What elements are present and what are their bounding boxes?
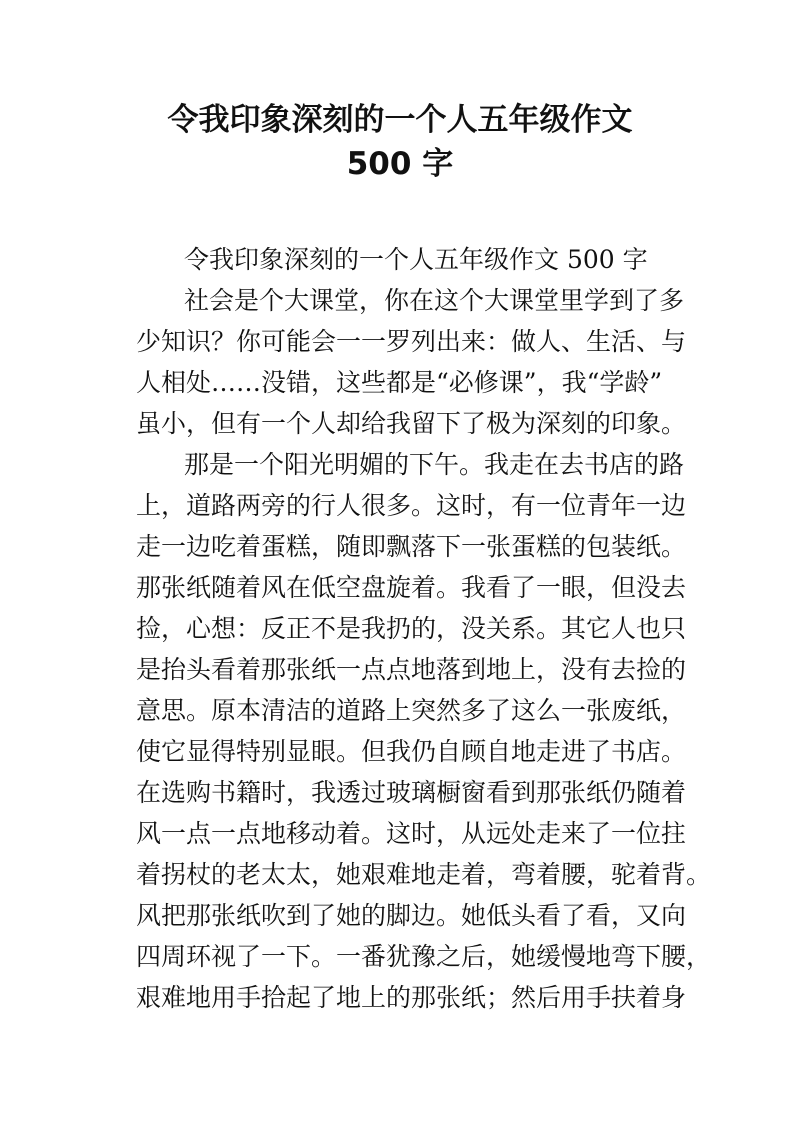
paragraph-2-line-9: 在选购书籍时，我透过玻璃橱窗看到那张纸仍随着 <box>136 778 687 807</box>
paragraph-1-line-1: 社会是个大课堂，你在这个大课堂里学到了多 <box>184 286 685 315</box>
paragraph-2-line-10: 风一点一点地移动着。这时，从远处走来了一位拄 <box>136 819 687 848</box>
subtitle-line: 令我印象深刻的一个人五年级作文 500 字 <box>184 245 648 274</box>
paragraph-2-line-12: 风把那张纸吹到了她的脚边。她低头看了看，又向 <box>136 901 687 930</box>
paragraph-2-line-13: 四周环视了一下。一番犹豫之后，她缓慢地弯下腰， <box>136 942 712 971</box>
paragraph-1-line-2: 少知识？你可能会一一罗列出来：做人、生活、与 <box>136 327 687 356</box>
paragraph-2-line-2: 上，道路两旁的行人很多。这时，有一位青年一边 <box>136 491 687 520</box>
paragraph-2-line-5: 捡，心想：反正不是我扔的，没关系。其它人也只 <box>136 614 687 643</box>
paragraph-1-line-3: 人相处……没错，这些都是“必修课”，我“学龄” <box>136 368 663 397</box>
paragraph-2-line-3: 走一边吃着蛋糕，随即飘落下一张蛋糕的包装纸。 <box>136 532 687 561</box>
paragraph-2-line-1: 那是一个阳光明媚的下午。我走在去书店的路 <box>184 450 685 479</box>
paragraph-2-line-8: 使它显得特别显眼。但我仍自顾自地走进了书店。 <box>136 737 687 766</box>
document-title-line-1: 令我印象深刻的一个人五年级作文 <box>167 102 633 138</box>
document-title-line-2: 500 字 <box>346 146 454 182</box>
paragraph-2-line-6: 是抬头看着那张纸一点点地落到地上，没有去捡的 <box>136 655 687 684</box>
paragraph-2-line-11: 着拐杖的老太太，她艰难地走着，弯着腰，驼着背。 <box>136 860 712 889</box>
paragraph-2-line-14: 艰难地用手拾起了地上的那张纸；然后用手扶着身 <box>136 983 687 1012</box>
paragraph-2-line-7: 意思。原本清洁的道路上突然多了这么一张废纸， <box>136 696 687 725</box>
paragraph-1-line-4: 虽小，但有一个人却给我留下了极为深刻的印象。 <box>136 409 687 438</box>
paragraph-2-line-4: 那张纸随着风在低空盘旋着。我看了一眼，但没去 <box>136 573 687 602</box>
